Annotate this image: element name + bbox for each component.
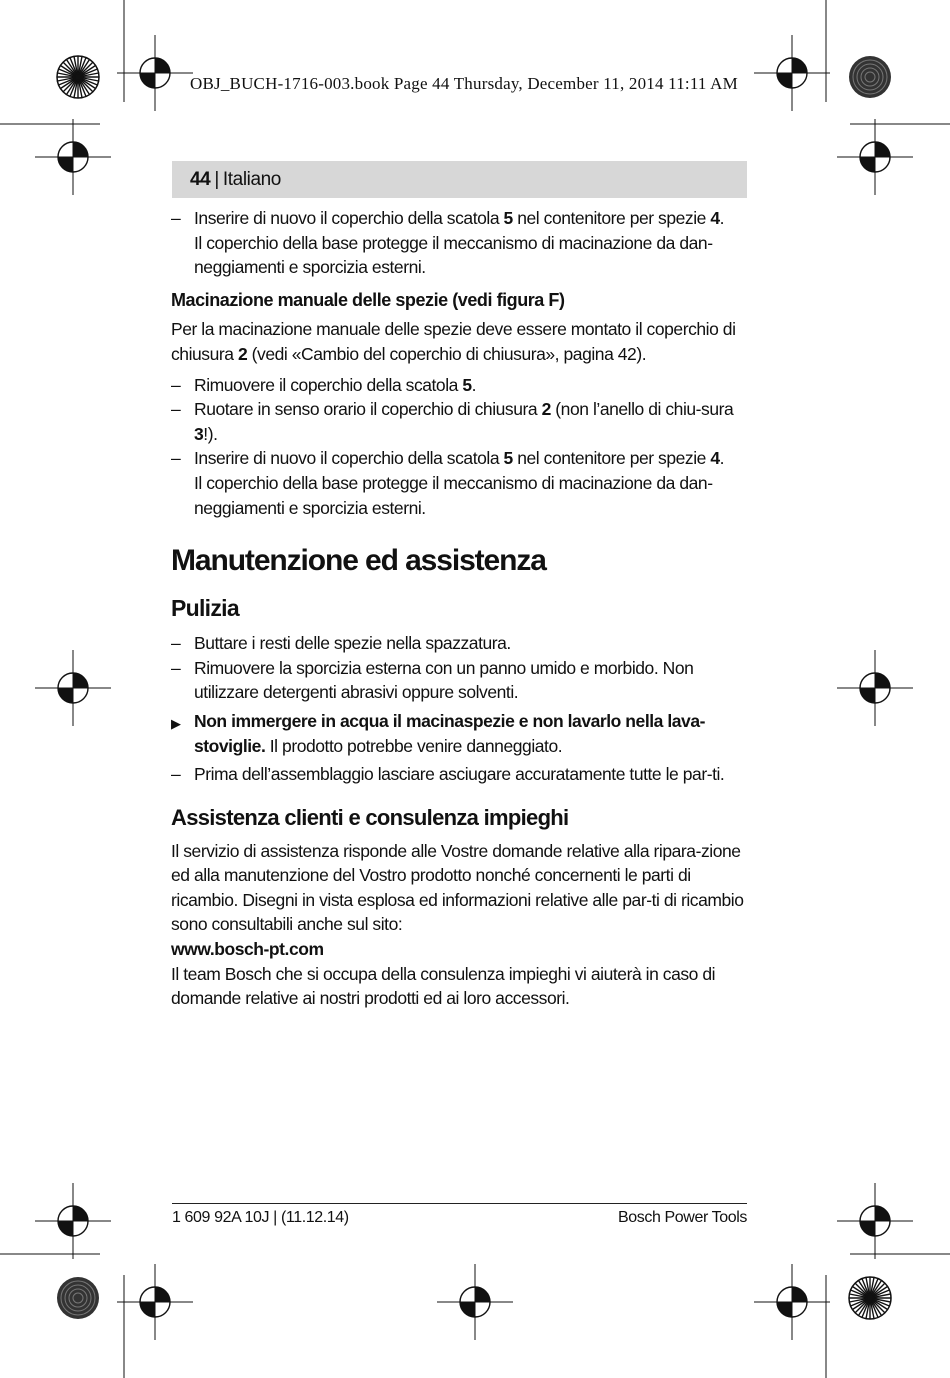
page-number: 44 — [190, 168, 211, 190]
page-language: Italiano — [222, 168, 281, 190]
service-paragraph: Il servizio di assistenza risponde alle Vostre domande relative alla ripara-zione ed alla manutenzione del Vostro prodotto nonché concernenti le parti di ricambio. Disegni in vista esplosa ed informazioni relative alle par-ti di ricambio sono consultabili anche sul sito: — [171, 840, 744, 935]
footer-rule — [172, 1203, 747, 1204]
book-header-line: OBJ_BUCH-1716-003.book Page 44 Thursday, December 11, 2014 11:11 AM — [190, 74, 738, 93]
page-separator: | — [214, 168, 219, 190]
footer-doc-number: 1 609 92A 10J | (11.12.14) — [172, 1209, 349, 1226]
dash-marker: – — [171, 633, 181, 654]
dash-marker: – — [171, 448, 181, 469]
section-heading-cleaning: Pulizia — [171, 595, 239, 622]
dash-marker: – — [171, 374, 181, 395]
list-item-continuation: Il coperchio della base protegge il meccanismo di macinazione da dan-neggiamenti e sporcizia esterni. — [194, 232, 713, 278]
warning-triangle-icon: ▶ — [171, 715, 181, 731]
list-item: – Rimuovere il coperchio della scatola 5. — [171, 373, 749, 398]
dash-marker: – — [171, 208, 181, 228]
list-item: – Ruotare in senso orario il coperchio di chiusura 2 (non l’anello di chiu-sura 3!). — [171, 399, 734, 444]
list-item: – Buttare i resti delle spezie nella spazzatura. — [171, 631, 749, 656]
page-header-bar — [172, 161, 747, 198]
section-heading-service: Assistenza clienti e consulenza impieghi — [171, 804, 569, 830]
website-link[interactable]: www.bosch-pt.com — [171, 939, 324, 960]
section-heading-manual: Macinazione manuale delle spezie (vedi figura F) — [171, 289, 565, 310]
dash-marker: – — [171, 764, 181, 785]
chapter-heading-maintenance: Manutenzione ed assistenza — [171, 544, 546, 578]
dash-marker: – — [171, 399, 181, 420]
list-item: – Rimuovere la sporcizia esterna con un panno umido e morbido. Non utilizzare detergenti abrasivi oppure solventi. — [171, 657, 694, 703]
list-item: – Inserire di nuovo il coperchio della scatola 5 nel contenitore per spezie 4. — [171, 446, 749, 471]
list-item-continuation: Il coperchio della base protegge il meccanismo di macinazione da dan-neggiamenti e sporcizia esterni. — [194, 472, 713, 518]
manual-intro-paragraph: Per la macinazione manuale delle spezie deve essere montato il coperchio di chiusura 2 (vedi «Cambio del coperchio di chiusura», pagina 42). — [171, 319, 736, 364]
page-content — [171, 206, 749, 1011]
service-paragraph-2: Il team Bosch che si occupa della consulenza impieghi vi aiuterà in caso di domande relative ai nostri prodotti ed ai loro accessori. — [171, 963, 716, 1009]
footer-brand: Bosch Power Tools — [618, 1209, 747, 1226]
dash-marker: – — [171, 657, 181, 678]
list-item: – Inserire di nuovo il coperchio della scatola 5 nel contenitore per spezie 4. — [171, 206, 749, 231]
list-item: – Prima dell’assemblaggio lasciare asciugare accuratamente tutte le par-ti. — [171, 762, 749, 787]
warning-item: ▶ Non immergere in acqua il macinaspezie e non lavarlo nella lava-stoviglie. Il prodotto potrebbe venire danneggiato. — [171, 710, 705, 756]
